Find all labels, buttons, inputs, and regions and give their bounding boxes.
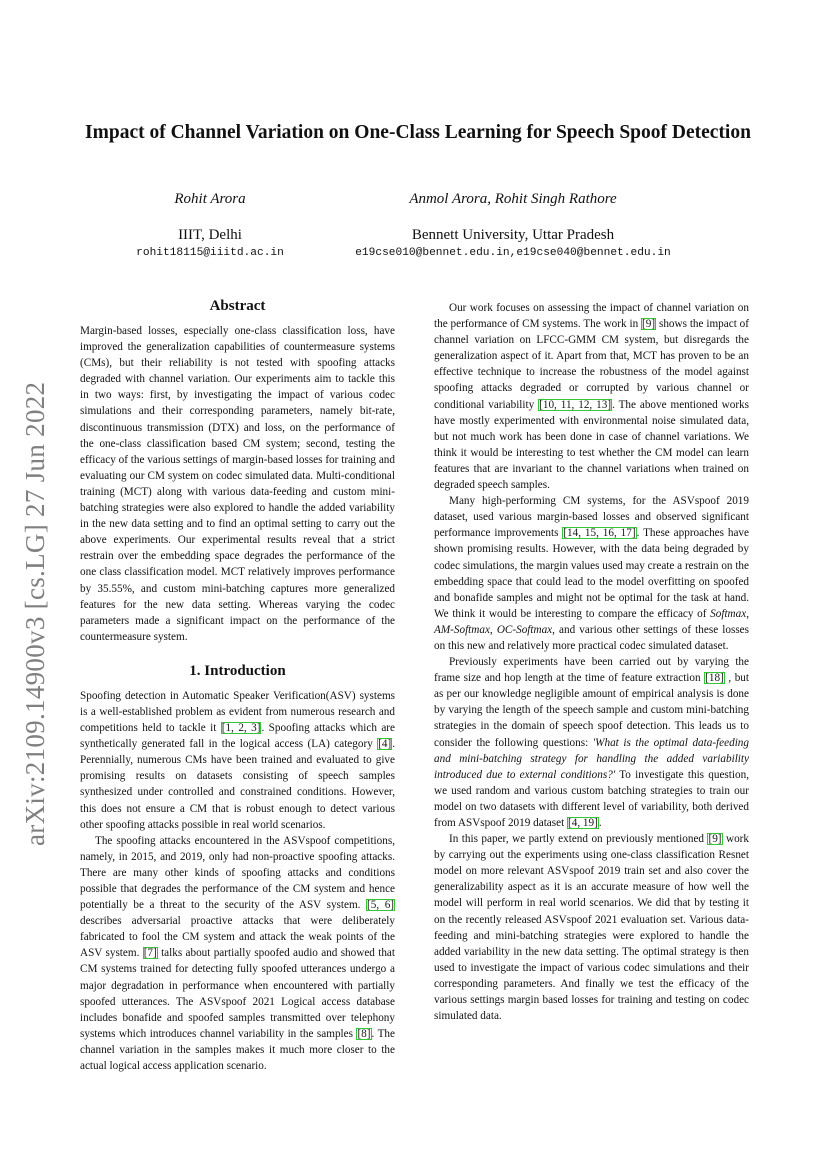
author-affiliation: IIIT, Delhi	[178, 227, 242, 243]
intro-paragraph-4: Many high-performing CM systems, for the ASVspoof 2019 dataset, used various margin-based losses and observed significant performance improvements [14, 15, 16, 17]. These approaches have shown promising results. However, with the data being degraded by codec simulations, the margin values used may create a restrain on the embedding space that could lead to the model overfitting on spoofed and bonafide samples and might not be optimal for the task at hand. We think it would be interesting to compare the efficacy of Softmax, AM-Softmax, OC-Softmax, and various other settings of these losses on this new and relatively more practical codec simulated dataset.	[434, 495, 749, 652]
citation-link[interactable]: [10, 11, 12, 13]	[539, 398, 612, 411]
intro-paragraph-5: Previously experiments have been carried out by varying the frame size and hop length at the time of feature extraction [18] , but as per our knowledge negligible amount of empirical analysis is done by varying the length of the speech sample and custom mini-batching strategies in the domain of speech spoof detection. This leads us to consider the following questions: 'What is the optimal data-feeding and mini-batching strategy for handling the added variability introduced due to external conditions?' To investigate this question, we used random and various custom batching strategies to train our model on two datasets with different level of variability, both derived from ASVspoof 2019 dataset [4, 19].	[434, 656, 749, 829]
author-email: rohit18115@iiitd.ac.in	[136, 247, 284, 259]
citation-link[interactable]: [9]	[708, 833, 722, 846]
research-question: 'What is the optimal data-feeding and mini-batching strategy for handling the added variability introduced due to external conditions?'	[434, 736, 749, 781]
citation-link[interactable]: [4, 19]	[568, 817, 598, 829]
intro-paragraph-1: Spoofing detection in Automatic Speaker Verification(ASV) systems is a well-established problem as evident from numerous research and competitions held to tackle it [1, 2, 3]. Spoofing attacks which are synthetically generated fall in the logical access (LA) category [4]. Perennially, numerous CMs have been trained and evaluated to give promising results on datasets consisting of speech samples synthesized under controlled and constrained conditions. However, this does not ensure a CM that is robust enough to detect various other spoofing attacks possible in real world scenarios.	[80, 689, 396, 831]
author-affiliation: Bennett University, Uttar Pradesh	[411, 227, 615, 243]
author-name: Rohit Arora	[174, 191, 246, 207]
author-name: Anmol Arora, Rohit Singh Rathore	[409, 191, 617, 207]
author-block-2	[330, 191, 696, 259]
citation-link[interactable]: [9]	[642, 318, 656, 331]
right-column	[434, 300, 749, 1024]
citation-link[interactable]: [7]	[143, 947, 157, 960]
paper-title: Impact of Channel Variation on One-Class Learning for Speech Spoof Detection	[85, 122, 751, 143]
abstract-heading: Abstract	[209, 298, 266, 314]
abstract-text: Margin-based losses, especially one-class classification loss, have improved the generalization capabilities of countermeasure systems (CMs), but their reliability is not tested with spoofing attacks degraded with channel variation. Our experiments aim to tackle this in two ways: first, by investigating the impact of various codec simulations and their corresponding parameters, namely bit-rate, discontinuous transmission (DTX) and loss, on the performance of the one-class classification based CM system; second, testing the efficacy of the various settings of margin-based losses for training and evaluating our CM system on codec simulated data. Multi-conditional training (MCT) along with various data-feeding and custom mini-batching strategies were also explored to handle the added variability in the new data setting and to find an optimal setting to carry out the above experiments. Our experimental results reveal that a strict restrain over the embedding space degrades the performance of the one class classification model. MCT relatively improves performance by 35.55%, and custom mini-batching captures more generalized features for the new data setting. Whereas varying the codec parameters made a significant impact on the performance of the countermeasure system.	[80, 325, 395, 643]
citation-link[interactable]: [4]	[378, 738, 392, 751]
arxiv-identifier: arXiv:2109.14900v3 [cs.LG] 27 Jun 2022	[20, 381, 50, 846]
author-block-1	[136, 191, 284, 259]
intro-paragraph-6: In this paper, we partly extend on previously mentioned [9] work by carrying out the experiments using one-class classification Resnet model on more relevant ASVspoof 2019 train set and also cover the generalizability aspect as it is an accurate measure of how well the model will perform in real world scenarios. We did that by testing it on the recently released ASVspoof 2021 evaluation set. Various data-feeding and mini-batching strategies were explored to handle the added variability in the new data setting. The optimal strategy is then used to investigate the impact of various codec simulations and their corresponding parameters. And finally we test the efficacy of the various settings margin based losses for training and testing on codec simulated data.	[434, 833, 749, 1023]
citation-link[interactable]: [18]	[705, 672, 724, 685]
citation-link[interactable]: [5, 6]	[367, 899, 395, 912]
left-column	[80, 296, 395, 1074]
introduction-heading: 1. Introduction	[189, 662, 286, 679]
citation-link[interactable]: [8]	[357, 1027, 371, 1040]
citation-link[interactable]: [14, 15, 16, 17]	[563, 527, 636, 540]
intro-paragraph-2: The spoofing attacks encountered in the ASVspoof competitions, namely, in 2015, and 2019, only had non-proactive spoofing attacks. There are many other kinds of spoofing attacks and conditions possible that degrades the performance of the CM system and hence potentially be a threat to the security of the ASV system. [5, 6] describes adversarial proactive attacks that were deliberately fabricated to fool the CM system and attack the weak points of the ASV system. [7] talks about partially spoofed audio and showed that CM systems trained for detecting fully spoofed utterances undergo a major degradation in performance when encountered with partially spoofed utterances. The ASVspoof 2021 Logical access database includes bonafide and spoofed samples transmitted over telephony systems which introduces channel variability in the samples [8]. The channel variation in the samples makes it much more closer to the actual logical access application scenario.	[80, 834, 395, 1073]
author-email: e19cse010@bennet.edu.in,e19cse040@bennet.edu.in	[355, 247, 671, 259]
intro-paragraph-3: Our work focuses on assessing the impact of channel variation on the performance of CM systems. The work in [9] shows the impact of channel variation on LFCC-GMM CM system, but disregards the generalization aspect of it. Apart from that, MCT has proven to be an effective technique to increase the robustness of the model against spoofing attacks degraded or corrupted by various channel or conditional variability [10, 11, 12, 13]. The above mentioned works have mostly experimented with environmental noise simulated data, but not much work has been done in case of channel variations. We think it would be interesting to test whether the CM model can learn features that are invariant to the channel variations when trained on degraded speech samples.	[434, 302, 750, 492]
citation-link[interactable]: [1, 2, 3]	[221, 722, 261, 735]
